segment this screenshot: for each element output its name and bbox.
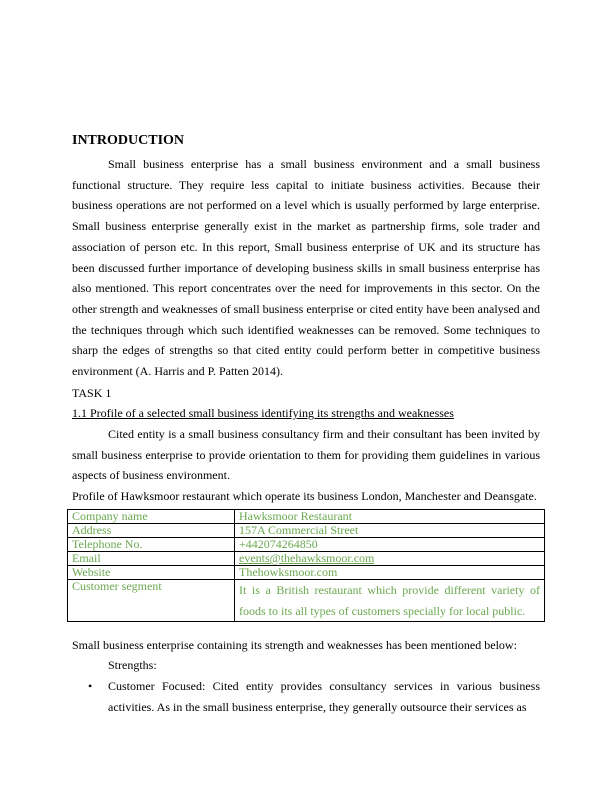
strengths-weaknesses-intro: Small business enterprise containing its strength and weaknesses has been mentioned below:	[72, 638, 517, 652]
row-label: Customer segment	[68, 580, 235, 622]
subheading-wrap	[72, 403, 540, 424]
row-value: Thehowksmoor.com	[235, 566, 545, 580]
bullet-icon: •	[88, 679, 93, 693]
row-value: +442074264850	[235, 538, 545, 552]
email-cell	[235, 552, 545, 566]
row-value: Hawksmoor Restaurant	[235, 510, 545, 524]
row-label: Email	[68, 552, 235, 566]
bullet-customer-focused: Customer Focused: Cited entity provides consultancy services in various business activities. As in the small business enterprise, they generally outsource their services as	[108, 679, 540, 714]
email-link[interactable]: events@thehawksmoor.com	[239, 551, 375, 565]
task-label: TASK 1	[72, 386, 112, 400]
row-label: Company name	[68, 510, 235, 524]
profile-intro: Profile of Hawksmoor restaurant which operate its business London, Manchester and Deansgate.	[72, 489, 537, 503]
row-label: Website	[68, 566, 235, 580]
table-row	[68, 538, 545, 552]
row-value: 157A Commercial Street	[235, 524, 545, 538]
section-subheading: 1.1 Profile of a selected small business identifying its strengths and weaknesses	[72, 406, 454, 420]
intro-heading: INTRODUCTION	[72, 133, 185, 148]
intro-paragraph: Small business enterprise has a small business environment and a small business functional structure. They require less capital to initiate business activities. Because their business operations are not performed on a level which is usually performed by large enterprise. Small business enterprise generally exist in the market as partnership firms, sole trader and association of person etc. In this report, Small business enterprise of UK and its structure has been discussed further importance of developing business skills in small business enterprise has also mentioned. This report concentrates over the need for improvements in this sector. On the other strength and weaknesses of small business enterprise or cited entity have been analysed and the techniques through which such identified weaknesses can be removed. Some techniques to sharp the edges of strengths so that cited entity could perform better in competitive business environment (A. Harris and P. Patten 2014).	[72, 157, 540, 379]
table-row	[68, 566, 545, 580]
row-label: Telephone No.	[68, 538, 235, 552]
row-value: It is a British restaurant which provide different variety of foods to its all types of customers specially for local public.	[235, 580, 545, 622]
table-row	[68, 552, 545, 566]
row-label: Address	[68, 524, 235, 538]
strengths-label: Strengths:	[108, 658, 157, 672]
company-profile-table	[67, 509, 545, 622]
table-row	[68, 510, 545, 524]
cited-paragraph: Cited entity is a small business consultancy firm and their consultant has been invited by small business enterprise to provide orientation to them for providing them guidelines in various aspects of business environment.	[72, 427, 540, 483]
table-row	[68, 524, 545, 538]
table-row	[68, 580, 545, 622]
